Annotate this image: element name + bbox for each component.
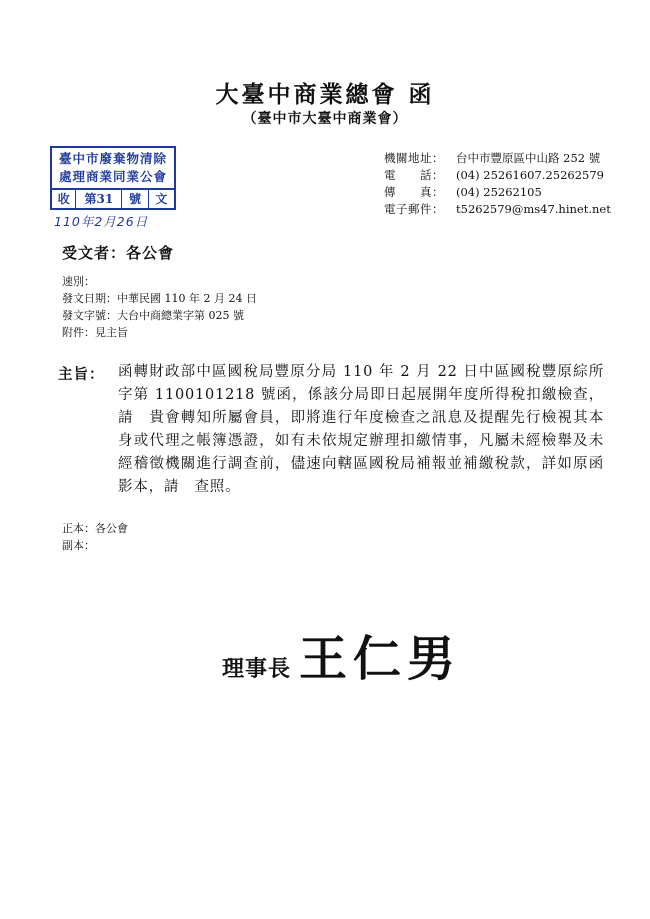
receipt-stamp — [50, 146, 176, 232]
attachment: 附件：見主旨 — [62, 326, 128, 339]
email-value: t5262579@ms47.hinet.net — [456, 202, 611, 216]
issue-number: 發文字號：大台中商總業字第 025 號 — [62, 309, 244, 322]
distribution — [62, 520, 128, 554]
stamp-org-name: 臺中市廢棄物清除處理商業同業公會 — [52, 148, 174, 190]
subject-body: 函轉財政部中區國稅局豐原分局 110 年 2 月 22 日中區國稅豐原綜所字第 1100101218 號函，係該分局即日起展開年度所得稅扣繳檢查，請 貴會轉知所屬會員，即將進行年度檢查之訊息及提醒先行檢視其本身或代理之帳簿憑證，如有未依規定辦理扣繳情事，凡屬未經檢舉及未經稽徵機關進行調查前，儘速向轄區國稅局補報並補繳稅款，詳如原函影本，請 查照。 — [118, 364, 604, 495]
recipient: 受文者：各公會 — [62, 244, 175, 262]
issue-date: 發文日期：中華民國 110 年 2 月 24 日 — [62, 292, 257, 305]
subject-label: 主旨： — [58, 366, 105, 383]
speed-field: 速別： — [62, 275, 95, 288]
email-label: 電子郵件： — [384, 202, 444, 216]
stamp-cell: 號 — [122, 190, 148, 208]
address-value: 台中市豐原區中山路 252 號 — [456, 151, 601, 165]
stamp-cell: 文 — [155, 192, 168, 206]
address-label: 機關地址： — [384, 151, 444, 165]
signature-name: 王仁男 — [299, 631, 462, 687]
original-recipients: 正本：各公會 — [62, 522, 128, 535]
stamp-date: 110年2月26日 — [54, 214, 149, 229]
phone-label: 電 話： — [384, 168, 444, 182]
stamp-cell: 第31 — [76, 190, 122, 208]
fax-label: 傳 真： — [384, 185, 444, 199]
document-subtitle: （臺中市大臺中商業會） — [242, 111, 408, 127]
signature-title: 理事長 — [222, 656, 292, 682]
stamp-cell: 收 — [52, 190, 76, 208]
contact-block — [384, 150, 611, 218]
document-title: 大臺中商業總會 函 — [215, 81, 435, 108]
phone-value: (04) 25261607.25262579 — [456, 168, 604, 182]
signature — [222, 620, 461, 689]
document-meta — [62, 273, 257, 341]
stamp-receipt-row — [52, 190, 174, 208]
copy-recipients: 副本： — [62, 539, 95, 552]
fax-value: (04) 25262105 — [456, 185, 542, 199]
